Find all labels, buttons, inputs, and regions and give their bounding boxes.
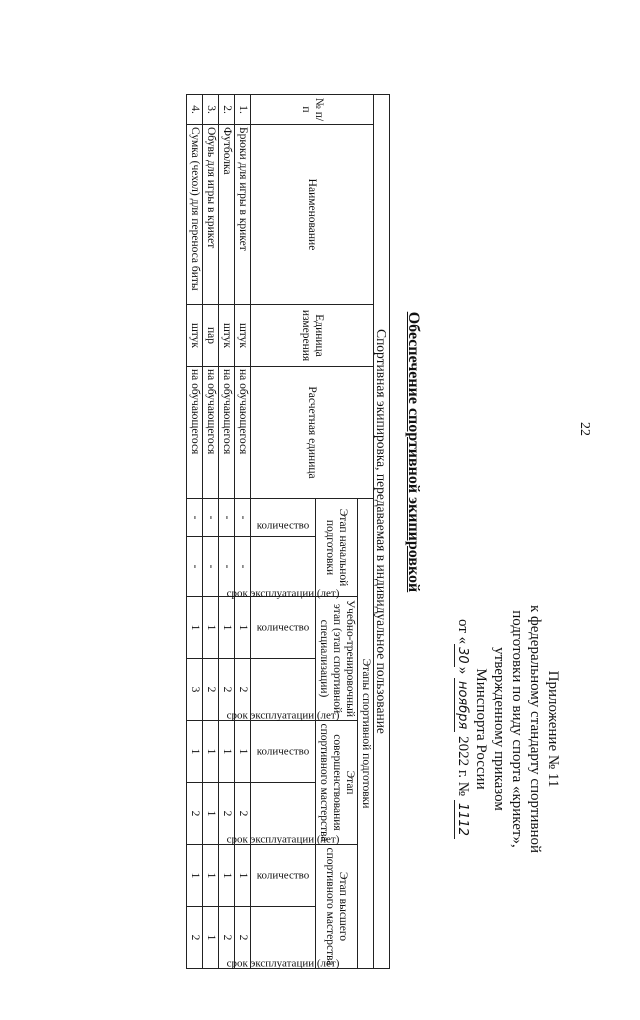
subheader-qty — [251, 499, 316, 537]
row-value: 1 — [203, 907, 219, 969]
row-value: - — [219, 499, 235, 537]
table-caption: Спортивная экипировка, передаваемая в индивидуальное пользование — [374, 95, 390, 969]
row-value: 2 — [187, 907, 203, 969]
row-value: 1 — [219, 721, 235, 783]
equipment-table — [186, 94, 390, 969]
appendix-date — [453, 584, 472, 874]
appendix-line: Приложение № 11 — [545, 670, 561, 788]
date-prefix: от « — [455, 619, 471, 645]
row-value: 1 — [219, 845, 235, 907]
row-value: 1 — [187, 597, 203, 659]
row-unit: штук — [219, 305, 235, 367]
header-stages: Этапы спортивной подготовки — [358, 499, 374, 969]
row-num: 2. — [219, 95, 235, 125]
row-value: 2 — [187, 783, 203, 845]
table-row — [187, 95, 203, 969]
row-num: 4. — [187, 95, 203, 125]
row-value: 3 — [187, 659, 203, 721]
date-month: ноября — [454, 678, 470, 732]
row-name: Футболка — [219, 125, 235, 305]
row-value: 1 — [203, 845, 219, 907]
subheader-term-text: срок эксплуатации (лет) — [227, 587, 340, 600]
date-year: 2022 г. № — [455, 732, 471, 800]
appendix-line: утвержденному приказом — [491, 647, 507, 811]
row-value: - — [203, 537, 219, 597]
row-value: - — [235, 537, 251, 597]
subheader-term-text: срок эксплуатации (лет) — [227, 709, 340, 722]
subheader-qty — [251, 597, 316, 659]
row-value: 1 — [203, 721, 219, 783]
subheader-term — [227, 659, 340, 722]
stage-header: Этап совершенствования спортивного мастерства — [316, 721, 358, 845]
row-value: - — [219, 537, 235, 597]
row-value: 2 — [219, 907, 235, 969]
row-value: 2 — [219, 783, 235, 845]
row-value: 2 — [235, 783, 251, 845]
header-name: Наименование — [251, 125, 374, 305]
row-value: 2 — [203, 659, 219, 721]
header-unit: Единица измерения — [251, 305, 374, 367]
appendix-line: Минспорта России — [473, 668, 489, 790]
subheader-qty — [251, 845, 316, 907]
row-calc: на обучающегося — [235, 367, 251, 499]
subheader-term — [227, 907, 340, 970]
rotated-page — [0, 2, 640, 970]
order-number: 1112 — [454, 800, 470, 839]
row-unit: пар — [203, 305, 219, 367]
row-num: 1. — [235, 95, 251, 125]
appendix-block — [453, 584, 562, 874]
appendix-line: подготовки по виду спорта «крикет», — [509, 610, 525, 848]
row-value: 1 — [219, 597, 235, 659]
subheader-term — [227, 537, 340, 600]
date-day: 30 — [454, 644, 470, 667]
subheader-qty — [251, 721, 316, 783]
page-title: Обеспечение спортивной экипировкой — [405, 311, 422, 593]
subheader-qty-text: количество — [257, 869, 310, 882]
row-value: 1 — [203, 597, 219, 659]
subheader-qty-text: количество — [257, 621, 310, 634]
subheader-qty-text: количество — [257, 519, 310, 532]
row-value: 2 — [235, 907, 251, 969]
stage-header: Этап высшего спортивного мастерства — [316, 845, 358, 969]
row-value: - — [187, 537, 203, 597]
row-value: 1 — [187, 721, 203, 783]
row-value: - — [203, 499, 219, 537]
subheader-term-text: срок эксплуатации (лет) — [227, 833, 340, 846]
row-value: 2 — [219, 659, 235, 721]
row-value: 2 — [235, 659, 251, 721]
page-number: 22 — [577, 422, 592, 436]
row-name: Сумка (чехол) для переноса биты — [187, 125, 203, 305]
row-value: 1 — [235, 845, 251, 907]
row-num: 3. — [203, 95, 219, 125]
header-calc: Расчетная единица — [251, 367, 374, 499]
row-calc: на обучающегося — [219, 367, 235, 499]
row-value: - — [235, 499, 251, 537]
stage-header: Учебно-тренировочный этап (этап спортивной специализации) — [316, 597, 358, 721]
row-value: 1 — [203, 783, 219, 845]
row-value: 1 — [235, 597, 251, 659]
table-row — [203, 95, 219, 969]
row-name: Брюки для игры в крикет — [235, 125, 251, 305]
stage-header: Этап начальной подготовки — [316, 499, 358, 597]
subheader-qty-text: количество — [257, 745, 310, 758]
date-mid: » — [455, 666, 471, 678]
header-num: № п/п — [251, 95, 374, 125]
row-unit: штук — [187, 305, 203, 367]
row-value: 1 — [187, 845, 203, 907]
row-calc: на обучающегося — [187, 367, 203, 499]
row-value: - — [187, 499, 203, 537]
row-name: Обувь для игры в крикет — [203, 125, 219, 305]
row-value: 1 — [235, 721, 251, 783]
subheader-term-text: срок эксплуатации (лет) — [227, 957, 340, 970]
subheader-term — [227, 783, 340, 846]
row-unit: штук — [235, 305, 251, 367]
row-calc: на обучающегося — [203, 367, 219, 499]
appendix-line: к федеральному стандарту спортивной — [527, 604, 543, 854]
